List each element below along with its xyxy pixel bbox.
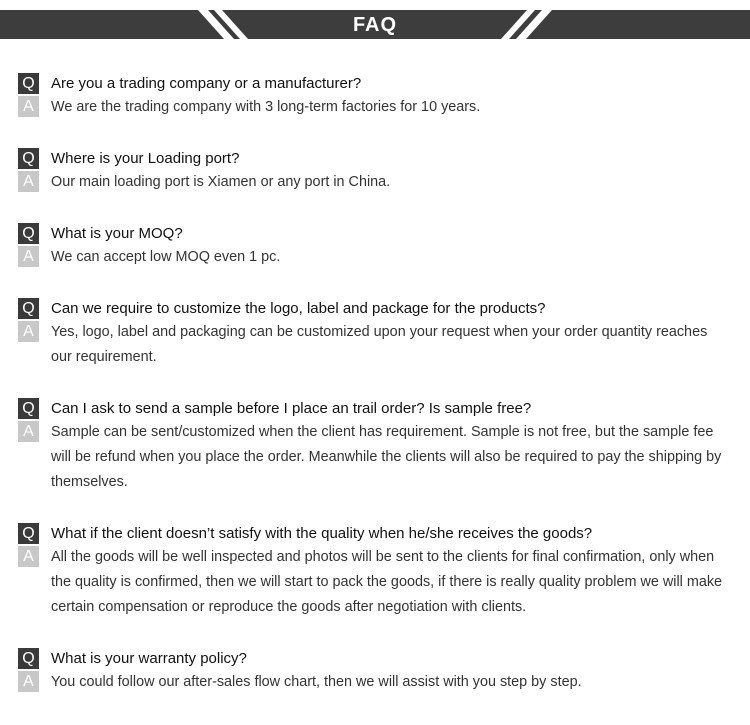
answer-badge: A (18, 321, 39, 342)
answer-badge: A (18, 546, 39, 567)
question-row (18, 522, 730, 545)
faq-item (18, 522, 730, 647)
faq-item (18, 647, 730, 697)
faq-item (18, 72, 730, 147)
answer-row (18, 320, 730, 370)
question-row (18, 397, 730, 420)
faq-list (18, 72, 730, 697)
answer-text: Our main loading port is Xiamen or any port in China. (51, 174, 391, 190)
question-text: Where is your Loading port? (51, 150, 240, 167)
answer-badge: A (18, 671, 39, 692)
question-row (18, 72, 730, 95)
question-text: Are you a trading company or a manufacturer? (51, 75, 362, 92)
answer-text: Yes, logo, label and packaging can be customized upon your request when your order quantity reaches our requirement. (51, 324, 708, 365)
question-badge: Q (18, 148, 39, 169)
question-text: Can I ask to send a sample before I place an trail order? Is sample free? (51, 400, 532, 417)
question-row (18, 647, 730, 670)
answer-badge: A (18, 171, 39, 192)
answer-row (18, 95, 730, 120)
question-text: What is your warranty policy? (51, 650, 247, 667)
answer-row (18, 420, 730, 495)
question-badge: Q (18, 223, 39, 244)
question-badge: Q (18, 523, 39, 544)
answer-text: You could follow our after-sales flow chart, then we will assist with you step by step. (51, 674, 582, 690)
faq-item (18, 222, 730, 297)
answer-badge: A (18, 421, 39, 442)
answer-row (18, 170, 730, 195)
question-text: Can we require to customize the logo, label and package for the products? (51, 300, 546, 317)
question-row (18, 222, 730, 245)
question-badge: Q (18, 398, 39, 419)
answer-text: All the goods will be well inspected and photos will be sent to the clients for final confirmation, only when the quality is confirmed, then we will start to pack the goods, if there is really quality problem we will make certain compensation or reproduce the goods after negotiation with clients. (51, 549, 723, 615)
answer-text: We can accept low MOQ even 1 pc. (51, 249, 281, 265)
answer-badge: A (18, 246, 39, 267)
question-badge: Q (18, 648, 39, 669)
answer-badge: A (18, 96, 39, 117)
answer-row (18, 670, 730, 695)
faq-item (18, 297, 730, 397)
question-badge: Q (18, 73, 39, 94)
faq-item (18, 397, 730, 522)
answer-text: We are the trading company with 3 long-term factories for 10 years. (51, 99, 481, 115)
question-text: What if the client doesn’t satisfy with the quality when he/she receives the goods? (51, 525, 593, 542)
answer-row (18, 545, 730, 620)
question-row (18, 147, 730, 170)
question-badge: Q (18, 298, 39, 319)
faq-item (18, 147, 730, 222)
answer-text: Sample can be sent/customized when the client has requirement. Sample is not free, but the sample fee will be refund when you place the order. Meanwhile the clients will also be required to pay the shipping by themselves. (51, 424, 722, 490)
question-text: What is your MOQ? (51, 225, 183, 242)
page-title: FAQ (352, 14, 398, 36)
answer-row (18, 245, 730, 270)
question-row (18, 297, 730, 320)
faq-banner (0, 10, 750, 39)
